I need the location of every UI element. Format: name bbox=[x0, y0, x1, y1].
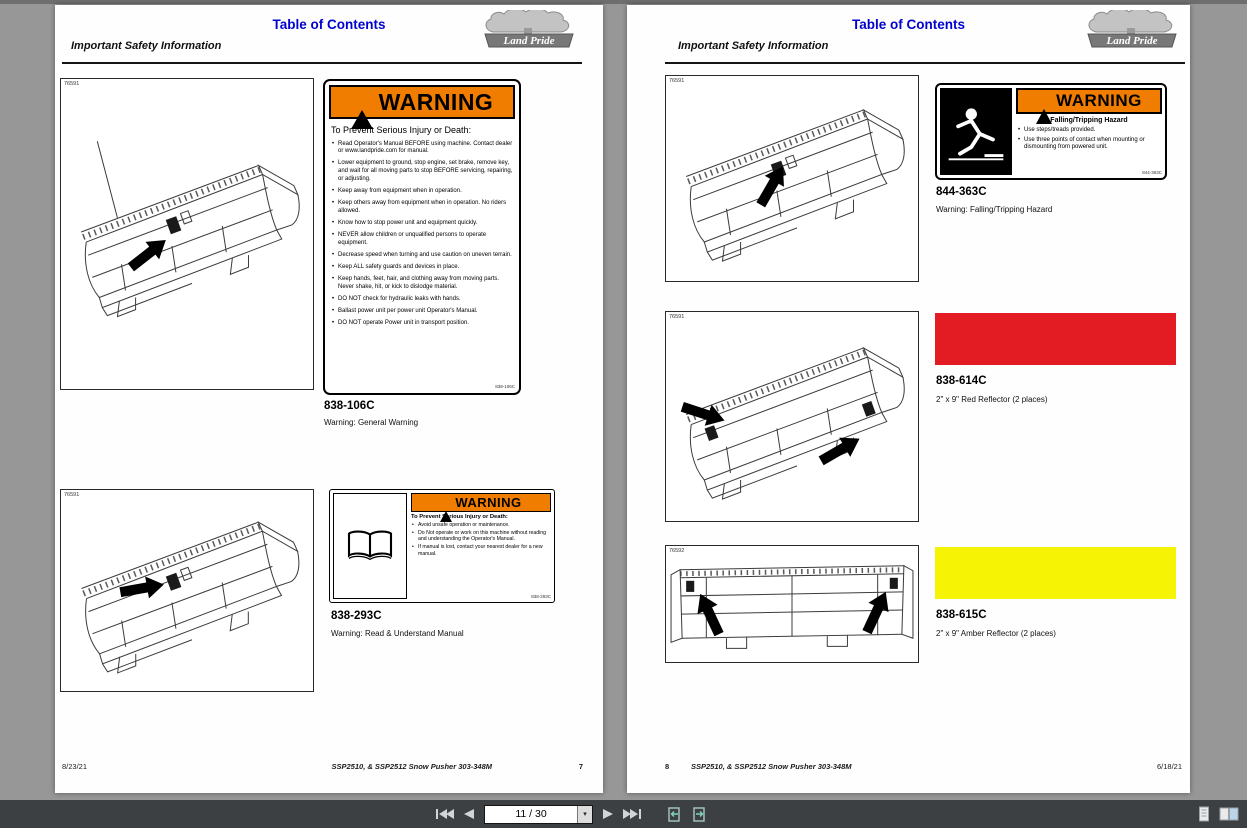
warning-bullet: • Do Not operate or work on this machine without reading and understanding the Operator's Manual. bbox=[418, 530, 551, 543]
footer-page-number: 8 bbox=[665, 762, 670, 771]
warning-bullet-list bbox=[329, 136, 515, 328]
warning-bullet: • DO NOT check for hydraulic leaks with hands. bbox=[338, 296, 515, 304]
figure-number: 76591 bbox=[669, 78, 685, 84]
table-of-contents-link[interactable]: Table of Contents bbox=[272, 17, 386, 32]
facing-pages-layout-button[interactable] bbox=[1219, 806, 1239, 822]
part-number: 838-615C bbox=[936, 609, 987, 621]
footer-doc-title: SSP2510, & SSP2512 Snow Pusher 303-348M bbox=[691, 762, 852, 771]
figure-snow-pusher-3 bbox=[665, 75, 919, 282]
warning-label-838-293C bbox=[329, 489, 555, 603]
next-page-button[interactable] bbox=[603, 808, 613, 820]
warning-title: To Prevent Serious Injury or Death: bbox=[411, 514, 508, 520]
previous-page-button[interactable] bbox=[464, 808, 474, 820]
document-page-right bbox=[627, 5, 1190, 793]
pointer-arrow bbox=[118, 574, 165, 603]
figure-number: 76591 bbox=[64, 492, 80, 498]
warning-word: WARNING bbox=[455, 495, 522, 510]
page-number-input[interactable] bbox=[484, 805, 593, 824]
page-footer bbox=[627, 762, 1190, 776]
page-footer bbox=[55, 762, 603, 776]
warning-triangle-icon bbox=[440, 494, 452, 512]
warning-bullet: • Lower equipment to ground, stop engine, set brake, remove key, and wait for all moving parts to stop BEFORE servicing, repairing, or adjusting. bbox=[338, 160, 515, 183]
warning-bullet: • Use three points of contact when mounting or dismounting from powered unit. bbox=[1024, 137, 1162, 152]
label-part-code: 838-293C bbox=[531, 594, 551, 599]
figure-snow-pusher-4 bbox=[665, 311, 919, 522]
header-rule bbox=[665, 62, 1185, 64]
warning-bullet: • Know how to stop power unit and equipment quickly. bbox=[338, 220, 515, 228]
page-layout-group bbox=[1197, 800, 1239, 828]
figure-snow-pusher-2 bbox=[60, 489, 314, 692]
footer-date: 8/23/21 bbox=[62, 762, 88, 771]
warning-header bbox=[1016, 88, 1162, 114]
footer-date: 6/18/21 bbox=[1156, 762, 1182, 771]
part-number: 838-614C bbox=[936, 375, 987, 387]
warning-bullet-list bbox=[411, 520, 551, 557]
warning-label-844-363C bbox=[935, 83, 1167, 180]
warning-bullet: • NEVER allow children or unqualified persons to operate equipment. bbox=[338, 232, 515, 247]
part-number: 838-293C bbox=[331, 610, 382, 622]
page-indicator-value: 11 / 30 bbox=[515, 808, 547, 820]
warning-bullet: • Keep hands, feet, hair, and clothing away from moving parts. Never shake, hit, or kick to dislodge material. bbox=[338, 276, 515, 291]
warning-bullet: • Keep away from equipment when in operation. bbox=[338, 188, 515, 196]
warning-word: WARNING bbox=[378, 88, 494, 115]
footer-page-number: 7 bbox=[578, 762, 583, 771]
last-page-button[interactable] bbox=[623, 808, 641, 820]
warning-bullet: • Decrease speed when turning and use caution on uneven terrain. bbox=[338, 252, 515, 260]
warning-bullet: • Avoid unsafe operation or maintenance. bbox=[418, 522, 551, 529]
section-title: Important Safety Information bbox=[71, 40, 222, 52]
page-dropdown-arrow-icon[interactable]: ▾ bbox=[577, 806, 592, 823]
warning-header bbox=[329, 85, 515, 119]
figure-snow-pusher-5 bbox=[665, 545, 919, 663]
warning-triangle-icon bbox=[1036, 92, 1052, 110]
amber-reflector-swatch bbox=[935, 547, 1176, 599]
label-part-code: 838-106C bbox=[495, 384, 515, 389]
snow-pusher-drawing bbox=[61, 79, 313, 389]
warning-bullet: • If manual is lost, contact your nearest dealer for a new manual. bbox=[418, 544, 551, 557]
table-of-contents-link[interactable]: Table of Contents bbox=[852, 17, 965, 32]
logo-text: Land Pride bbox=[503, 35, 555, 47]
falling-person-icon bbox=[940, 88, 1012, 175]
label-part-code: 844-363C bbox=[1142, 170, 1162, 175]
footer-doc-title: SSP2510, & SSP2512 Snow Pusher 303-348M bbox=[331, 762, 492, 771]
snow-pusher-front-drawing bbox=[666, 546, 918, 662]
warning-bullet: • Read Operator's Manual BEFORE using machine. Contact dealer or www.landpride.com for manual. bbox=[338, 141, 515, 156]
warning-label-838-106C bbox=[323, 79, 521, 395]
warning-bullet: • Keep others away from equipment when in operation. No riders allowed. bbox=[338, 200, 515, 215]
warning-bullet: • Use steps/treads provided. bbox=[1024, 127, 1162, 135]
warning-title: To Prevent Serious Injury or Death: bbox=[331, 125, 472, 135]
page-navigation-group bbox=[436, 800, 707, 828]
figure-snow-pusher-1 bbox=[60, 78, 314, 390]
part-caption: Warning: Falling/Tripping Hazard bbox=[936, 205, 1053, 214]
part-caption: Warning: Read & Understand Manual bbox=[331, 629, 464, 638]
pointer-arrow bbox=[751, 161, 792, 210]
part-number: 838-106C bbox=[324, 400, 375, 412]
snow-pusher-drawing bbox=[61, 490, 313, 691]
warning-bullet-list bbox=[1016, 125, 1162, 152]
previous-view-button[interactable] bbox=[667, 807, 682, 822]
pdf-toolbar bbox=[0, 800, 1247, 828]
snow-pusher-drawing bbox=[666, 312, 918, 521]
landpride-logo bbox=[1084, 10, 1180, 50]
part-caption: Warning: General Warning bbox=[324, 418, 419, 427]
next-view-button[interactable] bbox=[692, 807, 707, 822]
manual-book-icon bbox=[333, 493, 407, 599]
section-title: Important Safety Information bbox=[678, 40, 829, 52]
figure-number: 76591 bbox=[64, 81, 80, 87]
part-caption: 2" x 9" Red Reflector (2 places) bbox=[936, 395, 1048, 404]
warning-header bbox=[411, 493, 551, 512]
pointer-arrow bbox=[124, 231, 173, 276]
first-page-button[interactable] bbox=[436, 808, 454, 820]
snow-pusher-drawing bbox=[666, 76, 918, 281]
warning-bullet: • DO NOT operate Power unit in transport position. bbox=[338, 320, 515, 328]
pointer-arrow bbox=[857, 587, 896, 637]
logo-text: Land Pride bbox=[1106, 35, 1158, 47]
warning-triangle-icon bbox=[351, 93, 373, 111]
figure-number: 76592 bbox=[669, 548, 685, 554]
warning-bullet: • Keep ALL safety guards and devices in place. bbox=[338, 264, 515, 272]
part-caption: 2" x 9" Amber Reflector (2 places) bbox=[936, 629, 1056, 638]
part-number: 844-363C bbox=[936, 186, 987, 198]
header-rule bbox=[62, 62, 582, 64]
figure-number: 76591 bbox=[669, 314, 685, 320]
warning-word: WARNING bbox=[1056, 91, 1142, 110]
landpride-logo bbox=[481, 10, 577, 50]
document-page-left bbox=[55, 5, 603, 793]
hazard-title: Falling/Tripping Hazard bbox=[1050, 117, 1128, 124]
viewer-top-edge bbox=[0, 0, 1247, 4]
single-page-layout-button[interactable] bbox=[1197, 806, 1211, 822]
warning-bullet: • Ballast power unit per power unit Operator's Manual. bbox=[338, 308, 515, 316]
red-reflector-swatch bbox=[935, 313, 1176, 365]
